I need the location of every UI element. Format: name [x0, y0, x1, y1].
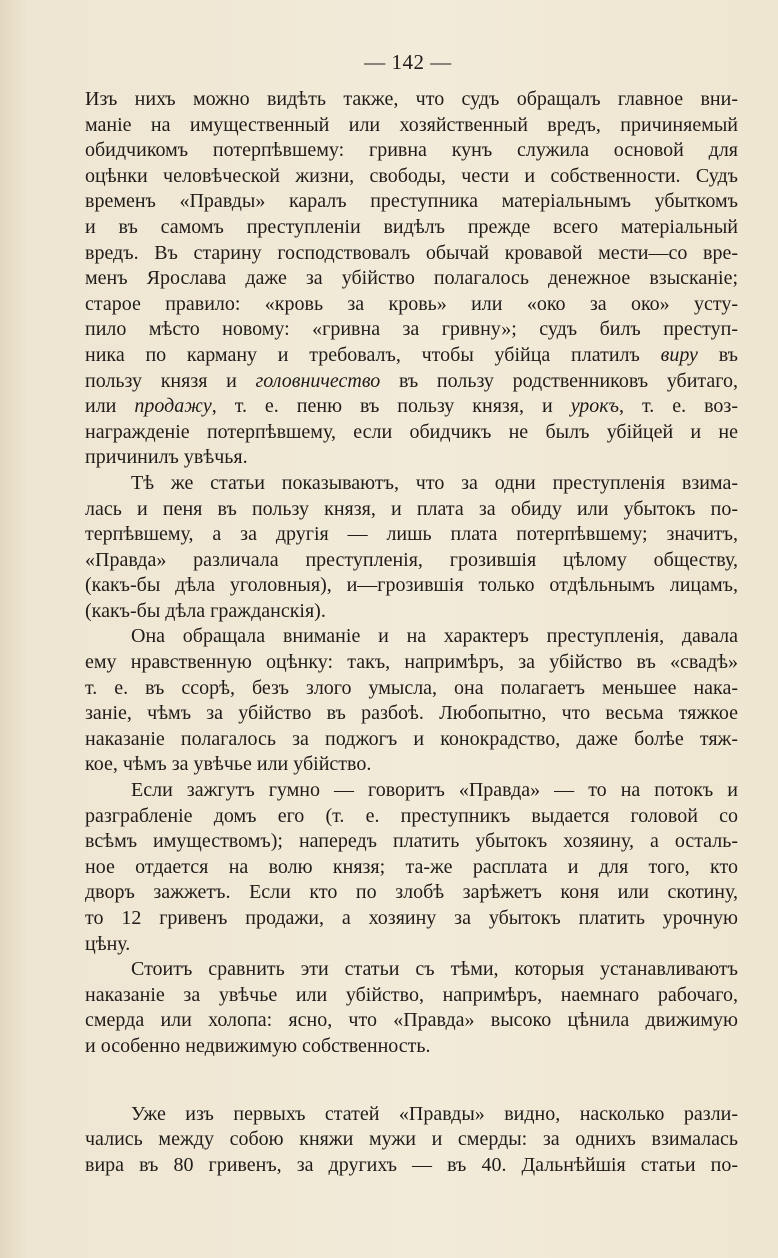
text-line: наказаніе за увѣчье или убійство, напримѣръ, наемнаго рабочаго,	[85, 983, 738, 1006]
text-line: Если зажгутъ гумно — говоритъ «Правда» — то на потокъ и	[131, 779, 738, 802]
text-line	[85, 369, 738, 395]
text-line: всѣмъ имуществомъ); напередъ платить убытокъ хозяину, а осталь-	[85, 830, 738, 853]
text-line: временъ «Правды» каралъ преступника матеріальнымъ убыткомъ	[85, 190, 738, 213]
text-line: лась и пеня въ пользу князя, и плата за обиду или убытокъ по-	[85, 497, 738, 520]
text-line: причинилъ увѣчья.	[85, 446, 248, 469]
text-line	[85, 343, 738, 369]
paragraph	[85, 471, 738, 625]
text-line: кое, чѣмъ за увѣчье или убійство.	[85, 753, 372, 776]
paragraph	[85, 87, 738, 471]
text-line: и въ самомъ преступленіи видѣлъ прежде всего матеріальный	[85, 215, 738, 238]
paragraph	[85, 957, 738, 1059]
text-run: въ	[697, 343, 738, 366]
text-line: Тѣ же статьи показываютъ, что за одни преступленія взима-	[131, 471, 738, 494]
text-line: менъ Ярослава даже за убійство полагалось денежное взысканіе;	[85, 267, 738, 290]
text-line: смерда или холопа: ясно, что «Правда» высоко цѣнила движимую	[85, 1009, 738, 1032]
text-body	[85, 87, 738, 1178]
text-line: маніе на имущественный или хозяйственный вредъ, причиняемый	[85, 113, 738, 136]
text-line: (какъ-бы дѣла гражданскія).	[85, 599, 326, 622]
text-line: ное отдается на волю князя; та-же расплата и для того, кто	[85, 855, 738, 878]
text-line: Уже изъ первыхъ статей «Правды» видно, насколько разли-	[131, 1102, 738, 1125]
text-line: дворъ зажжетъ. Если кто по злобѣ зарѣжетъ коня или скотину,	[85, 881, 738, 904]
paragraph	[85, 778, 738, 957]
paragraph	[85, 1102, 738, 1179]
text-line: Изъ нихъ можно видѣть также, что судъ обращалъ главное вни-	[85, 88, 738, 110]
text-line: вредъ. Въ старину господствовалъ обычай кровавой мести—со вре-	[85, 241, 738, 264]
text-run: , т. е. воз-	[619, 395, 738, 418]
text-run: пользу князя и	[85, 369, 256, 392]
text-line: (какъ-бы дѣла уголовныя), и—грозившія только отдѣльнымъ лицамъ,	[85, 574, 738, 597]
text-line	[85, 394, 738, 420]
text-line: Она обращала вниманіе и на характеръ преступленія, давала	[131, 625, 738, 648]
text-line: вира въ 80 гривенъ, за другихъ — въ 40. Дальнѣйшія статьи по-	[85, 1153, 738, 1176]
paragraph	[85, 624, 738, 778]
text-line: обидчикомъ потерпѣвшему: гривна кунъ служила основой для	[85, 139, 738, 162]
text-line: терпѣвшему, а за другія — лишь плата потерпѣвшему; значитъ,	[85, 523, 738, 546]
text-line: ему нравственную оцѣнку: такъ, напримѣръ, за убійство въ «свадѣ»	[85, 651, 738, 674]
text-line: т. е. въ ссорѣ, безъ злого умысла, она полагаетъ меньшее нака-	[85, 676, 738, 699]
text-line: и особенно недвижимую собственность.	[85, 1034, 431, 1057]
text-line: награжденіе потерпѣвшему, если обидчикъ не былъ убійцей и не	[85, 420, 738, 443]
text-run: , т. е. пеню въ пользу князя, и	[211, 395, 571, 418]
italic-term: головничество	[255, 369, 381, 392]
text-line: оцѣнки человѣческой жизни, свободы, чести и собственности. Судъ	[85, 164, 738, 187]
text-run: или	[85, 395, 135, 418]
italic-term: виру	[660, 343, 698, 366]
text-line: пило мѣсто новому: «гривна за гривну»; судъ билъ преступ-	[85, 318, 738, 341]
italic-term: продажу	[134, 395, 212, 418]
text-line: «Правда» различала преступленія, грозившія цѣлому обществу,	[85, 548, 738, 571]
page-number: — 142 —	[364, 50, 452, 74]
text-line: цѣну.	[85, 932, 131, 955]
text-line: старое правило: «кровь за кровь» или «око за око» усту-	[85, 292, 738, 315]
text-line: заніе, чѣмъ за убійство въ разбоѣ. Любопытно, что весьма тяжкое	[85, 702, 738, 725]
text-run: ника по карману и требовалъ, чтобы убійца платилъ	[85, 343, 661, 366]
italic-term: урокъ	[570, 395, 620, 418]
text-line: наказаніе полагалось за поджогъ и конокрадство, даже болѣе тяж-	[85, 727, 738, 750]
text-run: въ пользу родственниковъ убитаго,	[380, 369, 738, 392]
text-line: чались между собою княжи мужи и смерды: за однихъ взималась	[85, 1128, 738, 1151]
text-line: Стоитъ сравнить эти статьи съ тѣми, которыя устанавливаютъ	[131, 958, 738, 981]
text-line: то 12 гривенъ продажи, а хозяину за убытокъ платить урочную	[85, 907, 738, 929]
text-line: разграбленіе домъ его (т. е. преступникъ выдается головой со	[85, 804, 738, 827]
